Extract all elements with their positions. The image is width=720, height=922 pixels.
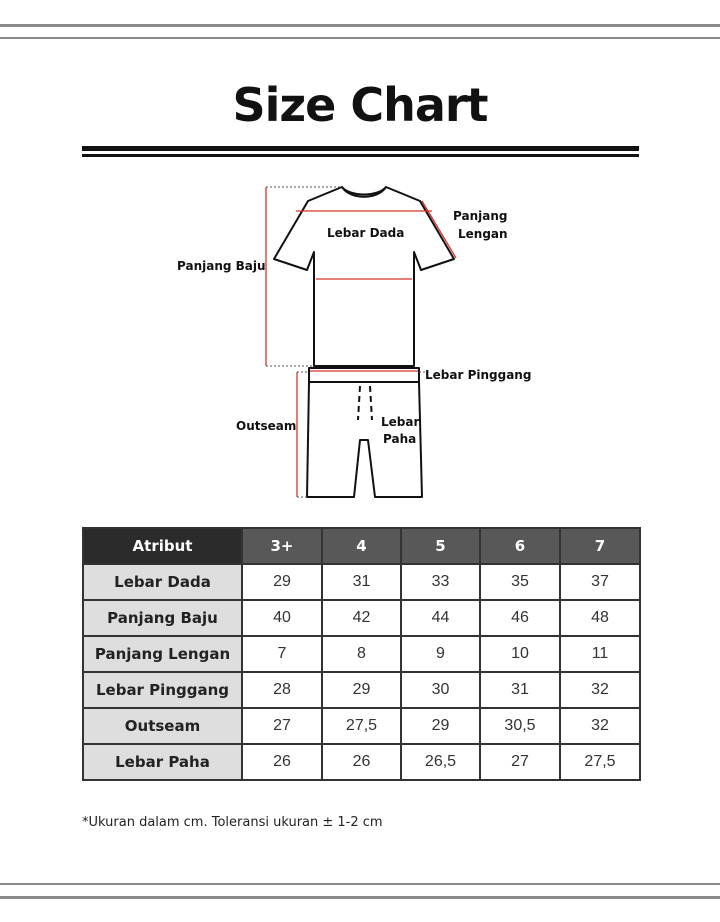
table-cell: 40	[242, 600, 322, 636]
table-row	[83, 744, 640, 780]
table-header-row	[83, 528, 640, 564]
table-header-cell: Atribut	[83, 528, 242, 564]
table-cell: 31	[480, 672, 560, 708]
table-cell: 29	[242, 564, 322, 600]
table-cell: 32	[560, 672, 640, 708]
table-header-cell: 3+	[242, 528, 322, 564]
label-lebar-dada: Lebar Dada	[327, 226, 405, 240]
table-cell: 26	[322, 744, 401, 780]
size-table	[82, 527, 641, 781]
table-row	[83, 636, 640, 672]
table-cell: 10	[480, 636, 560, 672]
table-cell: 11	[560, 636, 640, 672]
label-panjang-baju: Panjang Baju	[177, 259, 266, 273]
table-cell: 30	[401, 672, 480, 708]
bottom-frame-line-inner	[0, 883, 720, 885]
table-row	[83, 708, 640, 744]
label-lebar-paha-2: Paha	[383, 432, 417, 446]
table-cell: 27	[242, 708, 322, 744]
row-label: Panjang Lengan	[83, 636, 242, 672]
table-cell: 26	[242, 744, 322, 780]
table-cell: 46	[480, 600, 560, 636]
table-cell: 27,5	[560, 744, 640, 780]
table-row	[83, 564, 640, 600]
label-lebar-paha-1: Lebar	[381, 415, 420, 429]
tshirt-outline	[274, 187, 454, 366]
table-cell: 27	[480, 744, 560, 780]
table-cell: 27,5	[322, 708, 401, 744]
bottom-frame-line	[0, 896, 720, 899]
row-label: Lebar Paha	[83, 744, 242, 780]
page-title: Size Chart	[232, 78, 488, 132]
table-header-cell: 6	[480, 528, 560, 564]
table-header-cell: 7	[560, 528, 640, 564]
table-cell: 48	[560, 600, 640, 636]
table-cell: 33	[401, 564, 480, 600]
label-outseam: Outseam	[236, 419, 297, 433]
table-cell: 42	[322, 600, 401, 636]
table-cell: 31	[322, 564, 401, 600]
table-cell: 29	[322, 672, 401, 708]
table-row	[83, 600, 640, 636]
label-panjang-lengan-1: Panjang	[453, 209, 508, 223]
table-cell: 28	[242, 672, 322, 708]
table-body	[83, 564, 640, 780]
row-label: Lebar Dada	[83, 564, 242, 600]
row-label: Lebar Pinggang	[83, 672, 242, 708]
table-header-cell: 4	[322, 528, 401, 564]
table-cell: 44	[401, 600, 480, 636]
table-cell: 30,5	[480, 708, 560, 744]
table-cell: 26,5	[401, 744, 480, 780]
table-row	[83, 672, 640, 708]
table-cell: 29	[401, 708, 480, 744]
table-cell: 35	[480, 564, 560, 600]
row-label: Outseam	[83, 708, 242, 744]
table-header-cell: 5	[401, 528, 480, 564]
label-panjang-lengan-2: Lengan	[458, 227, 508, 241]
table-cell: 9	[401, 636, 480, 672]
label-lebar-pinggang: Lebar Pinggang	[425, 368, 532, 382]
footnote: *Ukuran dalam cm. Toleransi ukuran ± 1-2 cm	[82, 815, 383, 830]
row-label: Panjang Baju	[83, 600, 242, 636]
table-cell: 32	[560, 708, 640, 744]
table-cell: 7	[242, 636, 322, 672]
table-cell: 37	[560, 564, 640, 600]
table-cell: 8	[322, 636, 401, 672]
